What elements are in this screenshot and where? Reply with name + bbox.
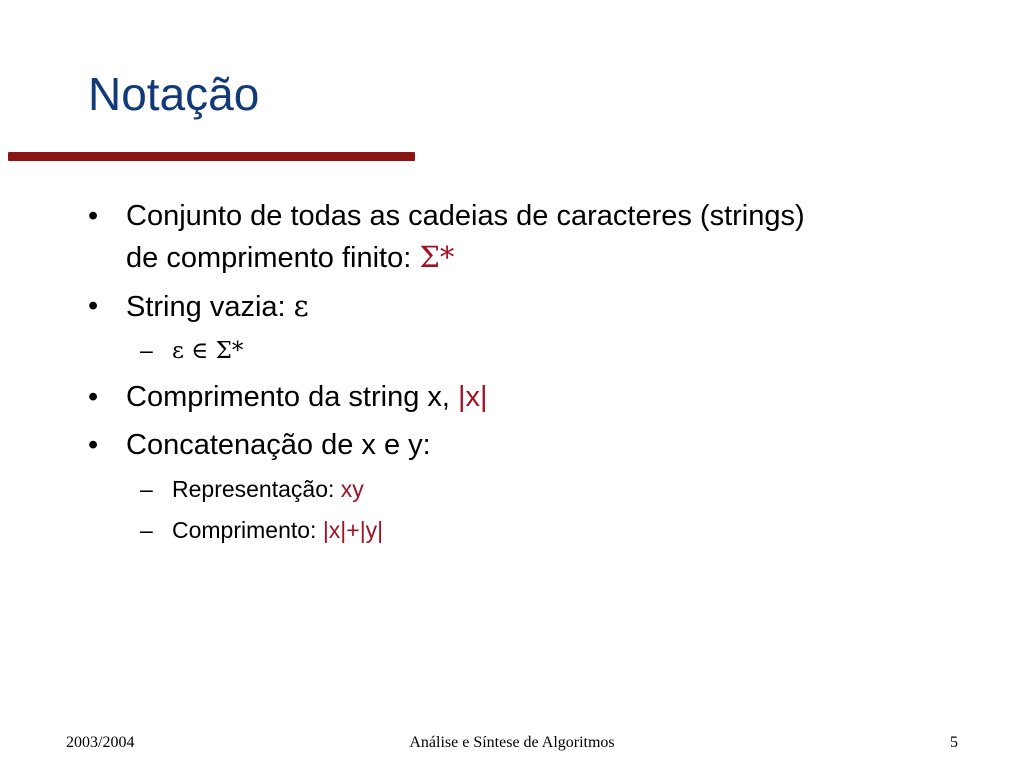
footer-date: 2003/2004	[66, 734, 135, 751]
bullet-marker: •	[88, 429, 99, 461]
dash-marker: –	[140, 337, 153, 363]
footer-page-number: 5	[950, 734, 958, 751]
bullet-text: Comprimento da string x,	[126, 381, 459, 413]
sub-item-text: ε ∈ Σ*	[172, 338, 244, 364]
concatenation-notation: xy	[340, 476, 364, 502]
bullet-item-4	[88, 425, 431, 465]
dash-marker: –	[140, 517, 153, 543]
sub-item-text: Representação:	[172, 476, 341, 502]
bullet-item-2	[88, 286, 309, 327]
sub-item-representation	[140, 473, 364, 505]
bullet-marker: •	[88, 200, 99, 232]
bullet-marker: •	[88, 290, 99, 322]
dash-marker: –	[140, 476, 153, 502]
slide-title: Notação	[88, 68, 260, 120]
bullet-text: String vazia:	[126, 291, 294, 323]
bullet-text: Conjunto de todas as cadeias de caracteres (strings)	[126, 200, 805, 232]
length-notation: |x|	[458, 381, 488, 413]
bullet-text: de comprimento finito:	[126, 242, 420, 274]
sub-item-text: Comprimento:	[172, 517, 323, 543]
bullet-item-3	[88, 377, 488, 417]
sigma-star-symbol: Σ*	[419, 240, 455, 274]
bullet-marker: •	[88, 381, 99, 413]
bullet-text: Concatenação de x e y:	[126, 429, 431, 461]
bullet-item-1-continuation	[126, 237, 454, 278]
sub-item-length	[140, 514, 384, 546]
bullet-item-1	[88, 196, 805, 236]
concatenation-length-notation: |x|+|y|	[322, 517, 384, 543]
footer-course-title: Análise e Síntese de Algoritmos	[409, 734, 615, 751]
epsilon-symbol: ε	[293, 289, 309, 323]
sub-item-epsilon-membership	[140, 334, 244, 367]
